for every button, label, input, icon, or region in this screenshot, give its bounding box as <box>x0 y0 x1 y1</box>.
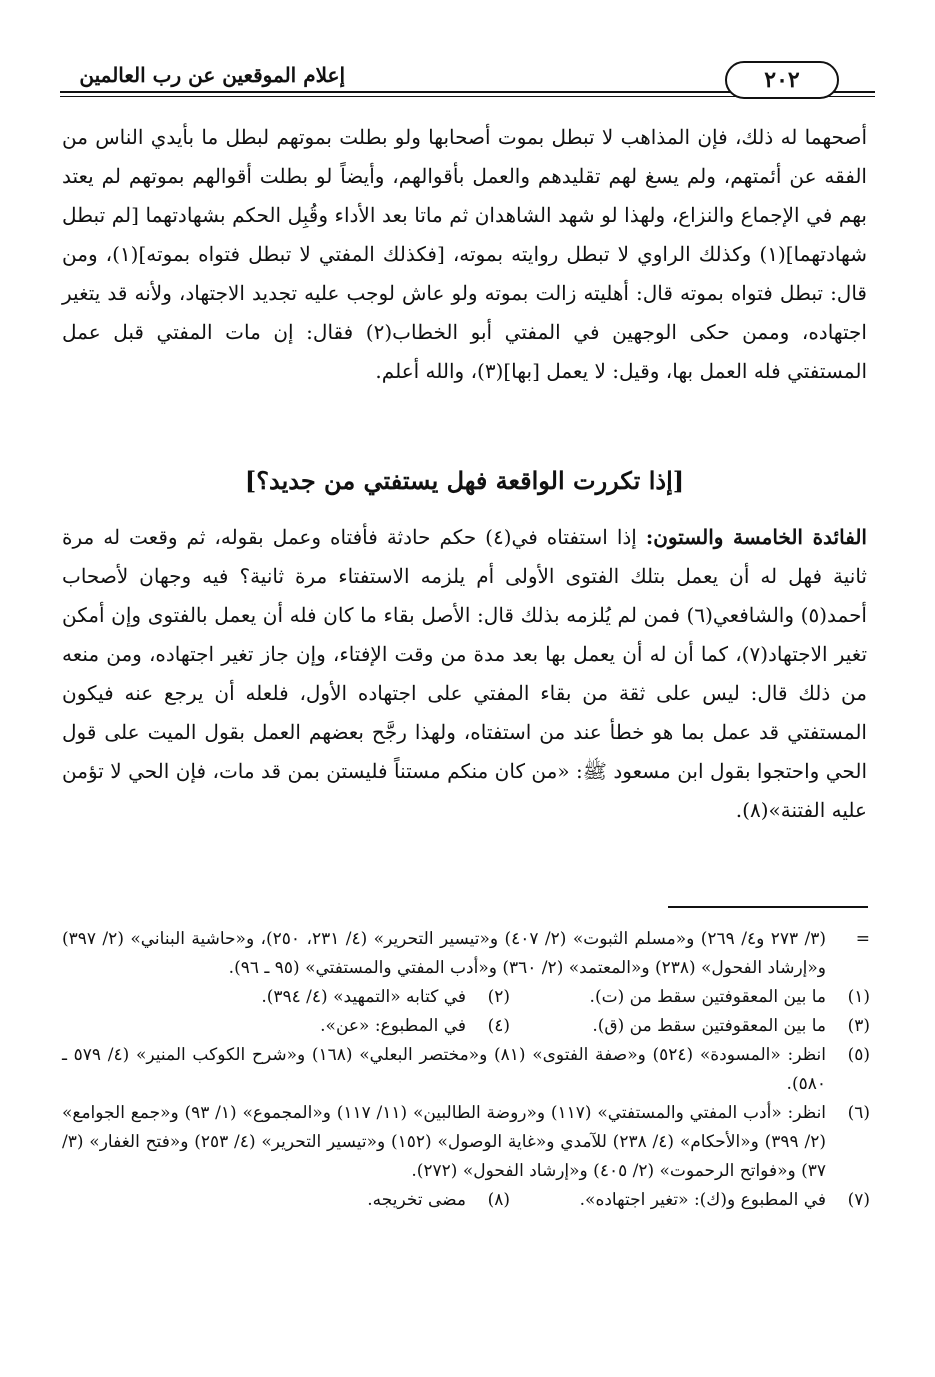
footnote-3-number: (٣) <box>847 1016 870 1036</box>
footnote-separator <box>668 906 868 908</box>
footnote-1-text: ما بين المعقوفتين سقط من (ت). <box>589 987 826 1007</box>
footnote-8-text: مضى تخريجه. <box>367 1190 466 1210</box>
continuation-mark: = <box>855 929 870 949</box>
footnote-8-number: (٨) <box>487 1190 510 1210</box>
footnote-6 <box>62 1099 870 1186</box>
footnote-7-number: (٧) <box>847 1190 870 1210</box>
paragraph-2-body: إذا استفتاه في(٤) حكم حادثة فأفتاه وعمل بقوله، ثم وقعت له مرة ثانية فهل له أن يعمل بتلك الفتوى الأولى أم يلزمه الاستفتاء مرة ثانية؟ فيه وجهان لأصحاب أحمد(٥) والشافعي(٦) فمن لم يُلزمه بذلك قال: الأصل بقاء ما كان فله أن يعمل بالفتوى وإن أمكن تغير الاجتهاد(٧)، كما أن له أن يعمل بها بعد مدة من وقت الإفتاء، وإن جاز تغير اجتهاده، ومن منعه من ذلك قال: ليس على ثقة من بقاء المفتي على اجتهاده الأول، فلعله أن يرجع عنه فيكون المستفتي قد عمل بما هو خطأ عند من استفتاه، ولهذا رجَّح بعضهم العمل بقول الميت على قول الحي واحتجوا بقول ابن مسعود ﷺ: «من كان منكم مستناً فليستن بمن قد مات، فإن الحي لا تؤمن عليه الفتنة»(٨). <box>62 525 868 822</box>
footnote-row-7-8 <box>62 1186 870 1215</box>
paragraph-1 <box>62 118 867 391</box>
footnote-3-text: ما بين المعقوفتين سقط من (ق). <box>592 1016 826 1036</box>
continuation-text: (٣/ ٢٧٣ و٤/ ٢٦٩) و«مسلم الثبوت» (٢/ ٤٠٧) و«تيسير التحرير» (٤/ ٢٣١، ٢٥٠)، و«حاشية البناني» (٢/ ٣٩٧) و«إرشاد الفحول» (٢٣٨) و«المعتمد» (٢/ ٣٦٠) و«أدب المفتي والمستفتي» (٩٥ ـ ٩٦). <box>62 929 826 978</box>
page-number-badge: ٢٠٢ <box>725 61 839 99</box>
footnote-3 <box>510 1012 870 1041</box>
running-title: إعلام الموقعين عن رب العالمين <box>79 63 345 87</box>
footnote-4-number: (٤) <box>487 1016 510 1036</box>
footnote-row-1-2 <box>62 983 870 1012</box>
section-heading: [إذا تكررت الواقعة فهل يستفتي من جديد؟] <box>244 466 685 495</box>
footnote-8 <box>150 1186 510 1215</box>
footnote-1 <box>510 983 870 1012</box>
paragraph-2 <box>62 518 867 830</box>
footnote-4 <box>150 1012 510 1041</box>
footnote-4-text: في المطبوع: «عن». <box>320 1016 466 1036</box>
benefit-title: الفائدة الخامسة والستون: <box>645 525 867 549</box>
footnote-5 <box>62 1041 870 1099</box>
footnote-1-number: (١) <box>847 987 870 1007</box>
footnotes <box>62 925 870 1215</box>
footnote-2-number: (٢) <box>487 987 510 1007</box>
footnote-6-number: (٦) <box>847 1103 870 1123</box>
footnote-6-text: انظر: «أدب المفتي والمستفتي» (١١٧) و«روضة الطالبين» (١١/ ١١٧) و«المجموع» (١/ ٩٣) و«جمع الجوامع» (٢/ ٣٩٩) و«الأحكام» (٤/ ٢٣٨) للآمدي و«غاية الوصول» (١٥٢) و«تيسير التحرير» (٤/ ٢٥٣) و«فتح الغفار» (٣/ ٣٧) و«فواتح الرحموت» (٢/ ٤٠٥) و«إرشاد الفحول» (٢٧٢). <box>62 1103 827 1181</box>
footnote-2-text: في كتابه «التمهيد» (٤/ ٣٩٤). <box>261 987 466 1007</box>
paragraph-1-text: أصحهما له ذلك، فإن المذاهب لا تبطل بموت أصحابها ولو بطلت بموتهم لبطل ما بأيدي الناس من الفقه عن أئمتهم، ولم يسغ لهم تقليدهم والعمل بأقوالهم، وأيضاً لو بطلت أقوالهم بموتهم لم يعتد بهم في الإجماع والنزاع، ولهذا لو شهد الشاهدان ثم ماتا بعد الأداء وقُبِل الحكم بشهادتهما [لم تبطل شهادتهما](١) وكذلك الراوي لا تبطل روايته بموته، [فكذلك المفتي لا تبطل فتواه بموته](١)، ومن قال: تبطل فتواه بموته قال: أهليته زالت بموته ولو عاش لوجب عليه تجديد الاجتهاد، ولأنه قد يتغير اجتهاده، وممن حكى الوجهين في المفتي أبو الخطاب(٢) فقال: إن مات المفتي قبل عمل المستفتي فله العمل بها، وقيل: لا يعمل [بها](٣)، والله أعلم. <box>62 125 867 383</box>
footnote-7-text: في المطبوع و(ك): «تغير اجتهاده». <box>579 1190 826 1210</box>
footnote-5-text: انظر: «المسودة» (٥٢٤) و«صفة الفتوى» (٨١) و«مختصر البعلي» (١٦٨) و«شرح الكوكب المنير» (٤/ ٥٧٩ ـ ٥٨٠). <box>62 1045 827 1094</box>
page-header <box>60 55 875 105</box>
footnote-row-3-4 <box>62 1012 870 1041</box>
footnote-2 <box>150 983 510 1012</box>
paragraph-2-text <box>62 518 867 830</box>
footnote-7 <box>510 1186 870 1215</box>
footnote-5-number: (٥) <box>847 1045 870 1065</box>
footnote-continuation <box>62 925 870 983</box>
